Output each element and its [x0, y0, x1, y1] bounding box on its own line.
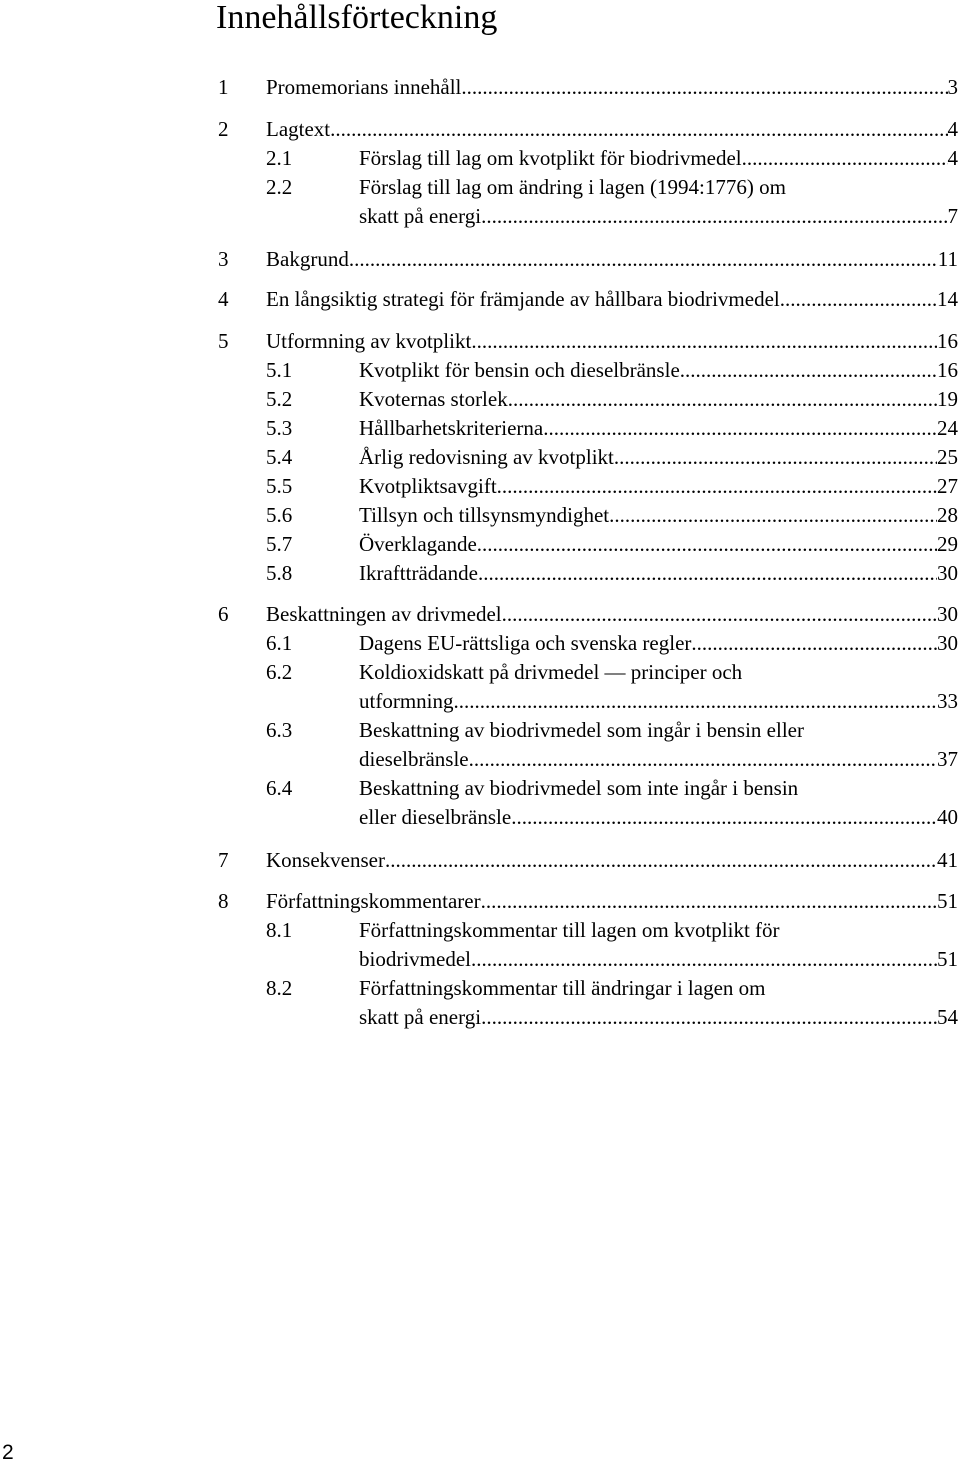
toc-entry-number: 2.1	[266, 146, 293, 170]
toc-entry-last-line	[266, 886, 958, 916]
toc-entry-last-line	[359, 384, 958, 414]
toc-entry-title: Kvoternas storlek	[359, 387, 508, 411]
dot-leader	[471, 326, 937, 356]
toc-entry-page: 41	[937, 848, 958, 872]
dot-leader	[780, 284, 937, 314]
toc-entry-page: 37	[937, 747, 958, 771]
page-title: Innehållsförteckning	[216, 0, 498, 36]
dot-leader	[481, 1002, 937, 1032]
toc-entry-number: 2	[218, 117, 229, 141]
dot-leader	[330, 114, 947, 144]
toc-entry-page: 29	[937, 532, 958, 556]
toc-entry-number: 5.1	[266, 358, 293, 382]
toc-entry-title: dieselbränsle	[359, 747, 469, 771]
toc-entry-last-line	[359, 529, 958, 559]
toc-entry-number: 8.1	[266, 918, 293, 942]
toc-entry-title: Hållbarhetskriterierna	[359, 416, 544, 440]
toc-entry-last-line	[266, 845, 958, 875]
toc-entry-page: 30	[937, 602, 958, 626]
toc-entry-last-line	[359, 558, 958, 588]
toc-entry-number: 5.6	[266, 503, 293, 527]
dot-leader	[609, 500, 937, 530]
toc-entry-page: 19	[937, 387, 958, 411]
toc-entry-number: 5.5	[266, 474, 293, 498]
toc-entry-last-line	[359, 413, 958, 443]
toc-entry-title: Promemorians innehåll	[266, 75, 462, 99]
toc-entry-number: 6.2	[266, 660, 293, 684]
toc-entry-line	[359, 657, 742, 687]
dot-leader	[508, 384, 937, 414]
dot-leader	[349, 244, 938, 274]
toc-entry-number: 2.2	[266, 175, 293, 199]
toc-entry-page: 30	[937, 631, 958, 655]
toc-entry-last-line	[359, 500, 958, 530]
toc-entry-title: Författningskommentar till ändringar i lagen om	[359, 976, 766, 1000]
toc-entry-title: Beskattningen av drivmedel	[266, 602, 502, 626]
toc-entry-last-line	[266, 599, 958, 629]
dot-leader	[471, 944, 937, 974]
toc-entry-number: 5.4	[266, 445, 293, 469]
toc-entry-page: 30	[937, 561, 958, 585]
toc-entry-last-line	[266, 326, 958, 356]
toc-entry-page: 16	[937, 329, 958, 353]
toc-entry-title: skatt på energi	[359, 204, 482, 228]
toc-entry-number: 5.2	[266, 387, 293, 411]
dot-leader	[511, 802, 937, 832]
toc-entry-title: Överklagande	[359, 532, 477, 556]
toc-entry-line	[359, 773, 798, 803]
toc-entry-page: 24	[937, 416, 958, 440]
toc-entry-title: Dagens EU-rättsliga och svenska regler	[359, 631, 692, 655]
toc-entry-number: 3	[218, 247, 229, 271]
toc-entry-title: Författningskommentar till lagen om kvotplikt för	[359, 918, 780, 942]
toc-entry-number: 6.4	[266, 776, 293, 800]
toc-entry-title: Konsekvenser	[266, 848, 385, 872]
dot-leader	[742, 143, 948, 173]
toc-entry-title: Författningskommentarer	[266, 889, 481, 913]
toc-entry-page: 4	[947, 117, 958, 141]
toc-entry-title: Ikraftträdande	[359, 561, 478, 585]
toc-entry-title: Utformning av kvotplikt	[266, 329, 472, 353]
toc-entry-line	[359, 715, 804, 745]
toc-entry-number: 6.3	[266, 718, 293, 742]
toc-entry-page: 51	[937, 889, 958, 913]
dot-leader	[680, 355, 937, 385]
toc-entry-title: biodrivmedel	[359, 947, 471, 971]
toc-entry-line	[359, 973, 766, 1003]
toc-entry-last-line	[266, 114, 958, 144]
toc-entry-page: 28	[937, 503, 958, 527]
dot-leader	[481, 886, 937, 916]
dot-leader	[497, 471, 937, 501]
page-number: 2	[2, 1441, 14, 1464]
toc-entry-number: 5.3	[266, 416, 293, 440]
toc-entry-number: 4	[218, 287, 229, 311]
dot-leader	[461, 72, 947, 102]
toc-entry-page: 4	[947, 146, 958, 170]
toc-entry-title: Förslag till lag om ändring i lagen (1994:1776) om	[359, 175, 786, 199]
toc-entry-title: eller dieselbränsle	[359, 805, 512, 829]
toc-entry-last-line	[266, 72, 958, 102]
dot-leader	[691, 628, 937, 658]
toc-entry-last-line	[359, 442, 958, 472]
toc-entry-page: 33	[937, 689, 958, 713]
toc-entry-number: 7	[218, 848, 229, 872]
toc-entry-number: 8.2	[266, 976, 293, 1000]
toc-entry-title: Förslag till lag om kvotplikt för biodrivmedel	[359, 146, 742, 170]
toc-entry-number: 6.1	[266, 631, 293, 655]
toc-entry-title: utformning	[359, 689, 454, 713]
toc-entry-page: 54	[937, 1005, 958, 1029]
toc-entry-last-line	[359, 686, 958, 716]
toc-entry-number: 8	[218, 889, 229, 913]
toc-entry-line	[359, 915, 780, 945]
dot-leader	[469, 744, 937, 774]
toc-entry-page: 51	[937, 947, 958, 971]
toc-entry-number: 6	[218, 602, 229, 626]
toc-entry-title: Kvotpliktsavgift	[359, 474, 497, 498]
dot-leader	[543, 413, 937, 443]
toc-entry-last-line	[359, 143, 958, 173]
toc-entry-last-line	[359, 944, 958, 974]
toc-entry-title: En långsiktig strategi för främjande av hållbara biodrivmedel	[266, 287, 780, 311]
toc-entry-title: Beskattning av biodrivmedel som inte ingår i bensin	[359, 776, 799, 800]
toc-entry-title: Koldioxidskatt på drivmedel — principer och	[359, 660, 743, 684]
toc-entry-title: Tillsyn och tillsynsmyndighet	[359, 503, 610, 527]
toc-entry-last-line	[266, 284, 958, 314]
toc-entry-page: 16	[937, 358, 958, 382]
toc-entry-number: 5.7	[266, 532, 293, 556]
toc-entry-last-line	[359, 802, 958, 832]
toc-entry-last-line	[359, 744, 958, 774]
dot-leader	[481, 201, 947, 231]
toc-entry-last-line	[359, 628, 958, 658]
dot-leader	[502, 599, 937, 629]
dot-leader	[478, 558, 937, 588]
toc-entry-number: 5.8	[266, 561, 293, 585]
toc-entry-last-line	[359, 201, 958, 231]
toc-entry-title: skatt på energi	[359, 1005, 482, 1029]
toc-entry-page: 3	[947, 75, 958, 99]
toc-entry-title: Beskattning av biodrivmedel som ingår i bensin eller	[359, 718, 804, 742]
toc-entry-page: 40	[937, 805, 958, 829]
dot-leader	[454, 686, 938, 716]
toc-entry-line	[359, 172, 786, 202]
toc-entry-page: 7	[947, 204, 958, 228]
toc-entry-title: Årlig redovisning av kvotplikt	[359, 445, 614, 469]
toc-entry-last-line	[359, 355, 958, 385]
dot-leader	[614, 442, 937, 472]
dot-leader	[477, 529, 937, 559]
toc-entry-title: Lagtext	[266, 117, 331, 141]
toc-entry-page: 14	[937, 287, 958, 311]
toc-entry-last-line	[359, 1002, 958, 1032]
toc-entry-title: Kvotplikt för bensin och dieselbränsle	[359, 358, 680, 382]
toc-entry-last-line	[359, 471, 958, 501]
toc-entry-number: 5	[218, 329, 229, 353]
toc-entry-number: 1	[218, 75, 229, 99]
dot-leader	[385, 845, 937, 875]
toc-entry-last-line	[266, 244, 958, 274]
toc-entry-title: Bakgrund	[266, 247, 349, 271]
toc-entry-page: 11	[937, 247, 958, 271]
toc-entry-page: 27	[937, 474, 958, 498]
toc-entry-page: 25	[937, 445, 958, 469]
